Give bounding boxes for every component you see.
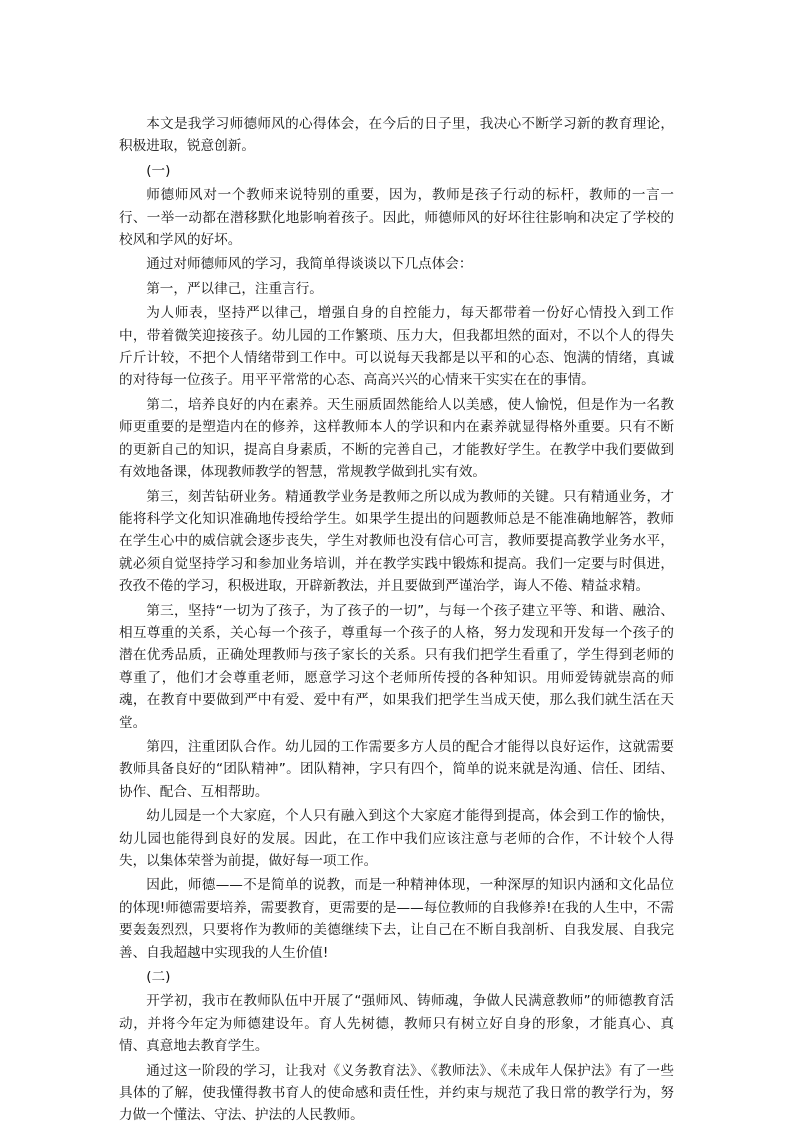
paragraph: 开学初，我市在教师队伍中开展了“强师风、铸师魂，争做人民满意教师”的师德教育活动，并将今年定为师德建设年。育人先树德，教师只有树立好自身的形象，才能真心、真情、真意地去教育学生。 xyxy=(119,993,674,1055)
paragraph: 因此，师德——不是简单的说教，而是一种精神体现，一种深厚的知识内涵和文化品位的体现!师德需要培养，需要教育，更需要的是——每位教师的自我修养!在我的人生中，不需要轰轰烈烈，只要将作为教师的美德继续下去，让自己在不断自我剖析、自我发展、自我完善、自我超越中实现我的人生价值! xyxy=(119,877,674,961)
paragraph: 第一，严以律己，注重言行。 xyxy=(146,280,323,297)
section-heading-1: (一) xyxy=(146,162,171,179)
paragraph: 为人师表，坚持严以律己，增强自身的自控能力，每天都带着一份好心情投入到工作中，带着微笑迎接孩子。幼儿园的工作繁琐、压力大，但我都坦然的面对，不以个人的得失斤斤计较，不把个人情绪带到工作中。可以说每天我都是以平和的心态、饱满的情绪，真诚的对待每一位孩子。用平平常常的心态、高高兴兴的心情来干实实在在的事情。 xyxy=(119,305,674,389)
paragraph: 师德师风对一个教师来说特别的重要，因为，教师是孩子行动的标杆，教师的一言一行、一举一动都在潜移默化地影响着孩子。因此，师德师风的好坏往往影响和决定了学校的校风和学风的好坏。 xyxy=(119,187,674,249)
paragraph: 第三，刻苦钻研业务。精通教学业务是教师之所以成为教师的关键。只有精通业务，才能将科学文化知识准确地传授给学生。如果学生提出的问题教师总是不能准确地解答，教师在学生心中的威信就会逐步丧失，学生对教师也没有信心可言，教师要提高教学业务水平，就必须自觉坚持学习和参加业务培训，并在教学实践中锻炼和提高。我们一定要与时俱进，孜孜不倦的学习，积极进取，开辟新教法，并且要做到严谨治学，诲人不倦、精益求精。 xyxy=(119,488,674,595)
section-heading-2: (二) xyxy=(146,969,171,986)
document-body xyxy=(119,113,674,1129)
paragraph: 通过对师德师风的学习，我简单得谈谈以下几点体会： xyxy=(146,256,473,273)
paragraph: 通过这一阶段的学习，让我对《义务教育法》、《教师法》、《未成年人保护法》有了一些具体的了解，使我懂得教书育人的使命感和责任性，并约束与规范了我日常的教学行为，努力做一个懂法、守法、护法的人民教师。 xyxy=(119,1062,674,1124)
paragraph-intro: 本文是我学习师德师风的心得体会，在今后的日子里，我决心不断学习新的教育理论，积极进取，锐意创新。 xyxy=(119,116,674,155)
paragraph: 幼儿园是一个大家庭，个人只有融入到这个大家庭才能得到提高，体会到工作的愉快，幼儿园也能得到良好的发展。因此，在工作中我们应该注意与老师的合作，不计较个人得失，以集体荣誉为前提，做好每一项工作。 xyxy=(119,808,674,869)
paragraph: 第二，培养良好的内在素养。天生丽质固然能给人以美感，使人愉悦，但是作为一名教师更重要的是塑造内在的修养，这样教师本人的学识和内在素养就显得格外重要。只有不断的更新自己的知识，提高自身素质，不断的完善自己，才能教好学生。在教学中我们要做到有效地备课，体现教师教学的智慧，常规教学做到扎实有效。 xyxy=(119,396,674,481)
paragraph: 第四，注重团队合作。幼儿园的工作需要多方人员的配合才能得以良好运作，这就需要教师具备良好的“团队精神”。团队精神，字只有四个，简单的说来就是沟通、信任、团结、协作、配合、互相帮助。 xyxy=(119,738,674,800)
paragraph: 第三，坚持“一切为了孩子，为了孩子的一切”，与每一个孩子建立平等、和谐、融洽、相互尊重的关系，关心每一个孩子，尊重每一个孩子的人格，努力发现和开发每一个孩子的潜在优秀品质，正确处理教师与孩子家长的关系。只有我们把学生看重了，学生得到老师的尊重了，他们才会尊重老师，愿意学习这个老师所传授的各种知识。用师爱铸就崇高的师魂，在教育中要做到严中有爱、爱中有严，如果我们把学生当成天使，那么我们就生活在天堂。 xyxy=(119,602,674,731)
